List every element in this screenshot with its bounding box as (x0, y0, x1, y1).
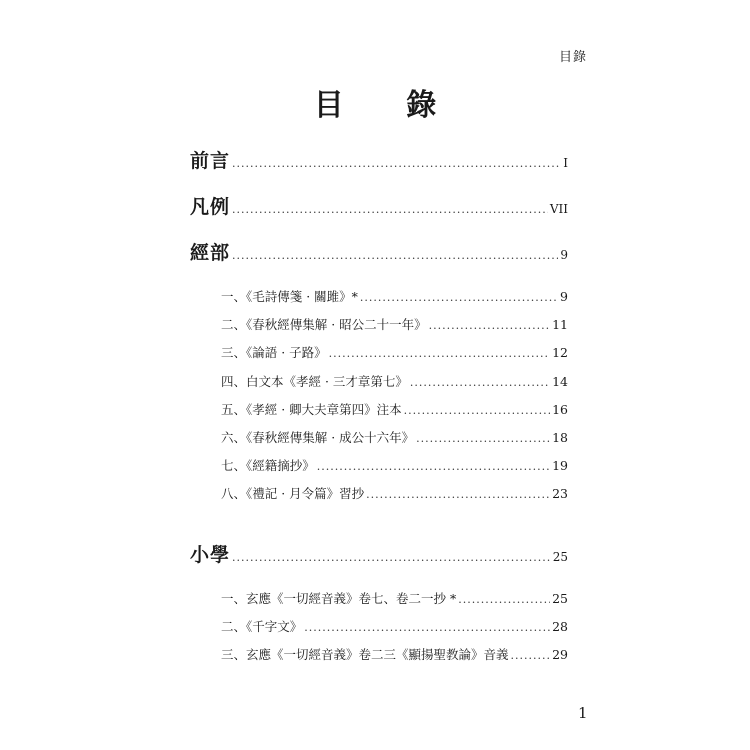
dot-leader (366, 488, 550, 501)
dot-leader (410, 376, 550, 389)
running-header: 目錄 (558, 50, 587, 65)
toc-entry-label: 小學 (190, 544, 231, 566)
dot-leader (360, 291, 558, 304)
toc-subentry-label: 八、《禮記 · 月令篇》習抄 (221, 486, 365, 501)
toc-page-number: 25 (552, 550, 568, 564)
page-number: 1 (578, 704, 588, 722)
toc-subentry-label: 一、《毛詩傳箋 · 關雎》* (221, 289, 358, 304)
toc-subentry-label: 六、《春秋經傳集解 · 成公十六年》 (221, 430, 415, 445)
toc-subentry-label: 五、《孝經 · 卿大夫章第四》注本 (221, 402, 402, 417)
dot-leader (232, 249, 558, 262)
toc-page-number: 23 (552, 486, 568, 501)
dot-leader (304, 621, 550, 634)
toc-subentry[interactable] (221, 617, 568, 635)
toc-page-number: 14 (552, 374, 568, 389)
toc-page-number: 18 (552, 430, 568, 445)
toc-section-jingbu[interactable] (190, 238, 568, 265)
toc-entry-conventions[interactable] (190, 192, 568, 219)
toc-subentry-label: 三、玄應《一切經音義》卷二三《顯揚聖教論》音義 (221, 647, 509, 662)
toc-subentry-label: 七、《經籍摘抄》 (221, 458, 315, 473)
toc-page-number: 28 (552, 619, 568, 634)
toc-subentry[interactable] (221, 343, 568, 361)
dot-leader (511, 649, 551, 662)
toc-subentry-label: 二、《春秋經傳集解 · 昭公二十一年》 (221, 317, 427, 332)
toc-section-xiaoxue[interactable] (190, 540, 568, 567)
dot-leader (329, 347, 550, 360)
toc-page-number: I (563, 156, 568, 170)
toc-subentry[interactable] (221, 287, 568, 305)
toc-page-number: 12 (552, 345, 568, 360)
toc-page-number: 11 (552, 317, 568, 332)
dot-leader (404, 404, 550, 417)
dot-leader (232, 551, 551, 564)
dot-leader (416, 432, 550, 445)
toc-subentry[interactable] (221, 589, 568, 607)
toc-page-number: 16 (552, 402, 568, 417)
toc-subentry-label: 三、《論語 · 子路》 (221, 345, 327, 360)
toc-subentry-label: 一、玄應《一切經音義》卷七、卷二一抄 * (221, 591, 457, 606)
dot-leader (458, 593, 550, 606)
toc-subentry-label: 二、《千字文》 (221, 619, 303, 634)
toc-subentry[interactable] (221, 372, 568, 390)
toc-subentry[interactable] (221, 315, 568, 333)
page-title: 目 錄 (313, 88, 463, 123)
toc-entry-preface[interactable] (190, 146, 568, 173)
toc-page-number: 25 (552, 591, 568, 606)
toc-subentry-label: 四、白文本《孝經 · 三才章第七》 (221, 374, 408, 389)
dot-leader (429, 319, 550, 332)
dot-leader (317, 460, 550, 473)
dot-leader (232, 157, 561, 170)
toc-page-number: 9 (560, 248, 568, 262)
dot-leader (232, 203, 548, 216)
toc-entry-label: 凡例 (190, 196, 231, 218)
toc-subentry[interactable] (221, 400, 568, 418)
toc-entry-label: 前言 (190, 150, 231, 172)
toc-subentry[interactable] (221, 428, 568, 446)
toc-page-number: 29 (552, 647, 568, 662)
toc-subentry[interactable] (221, 645, 568, 663)
toc-page-number: 9 (560, 289, 568, 304)
toc-entry-label: 經部 (190, 242, 231, 264)
toc-page-number: VII (549, 202, 568, 216)
toc-page-number: 19 (552, 458, 568, 473)
toc-subentry[interactable] (221, 456, 568, 474)
toc-subentry[interactable] (221, 484, 568, 502)
